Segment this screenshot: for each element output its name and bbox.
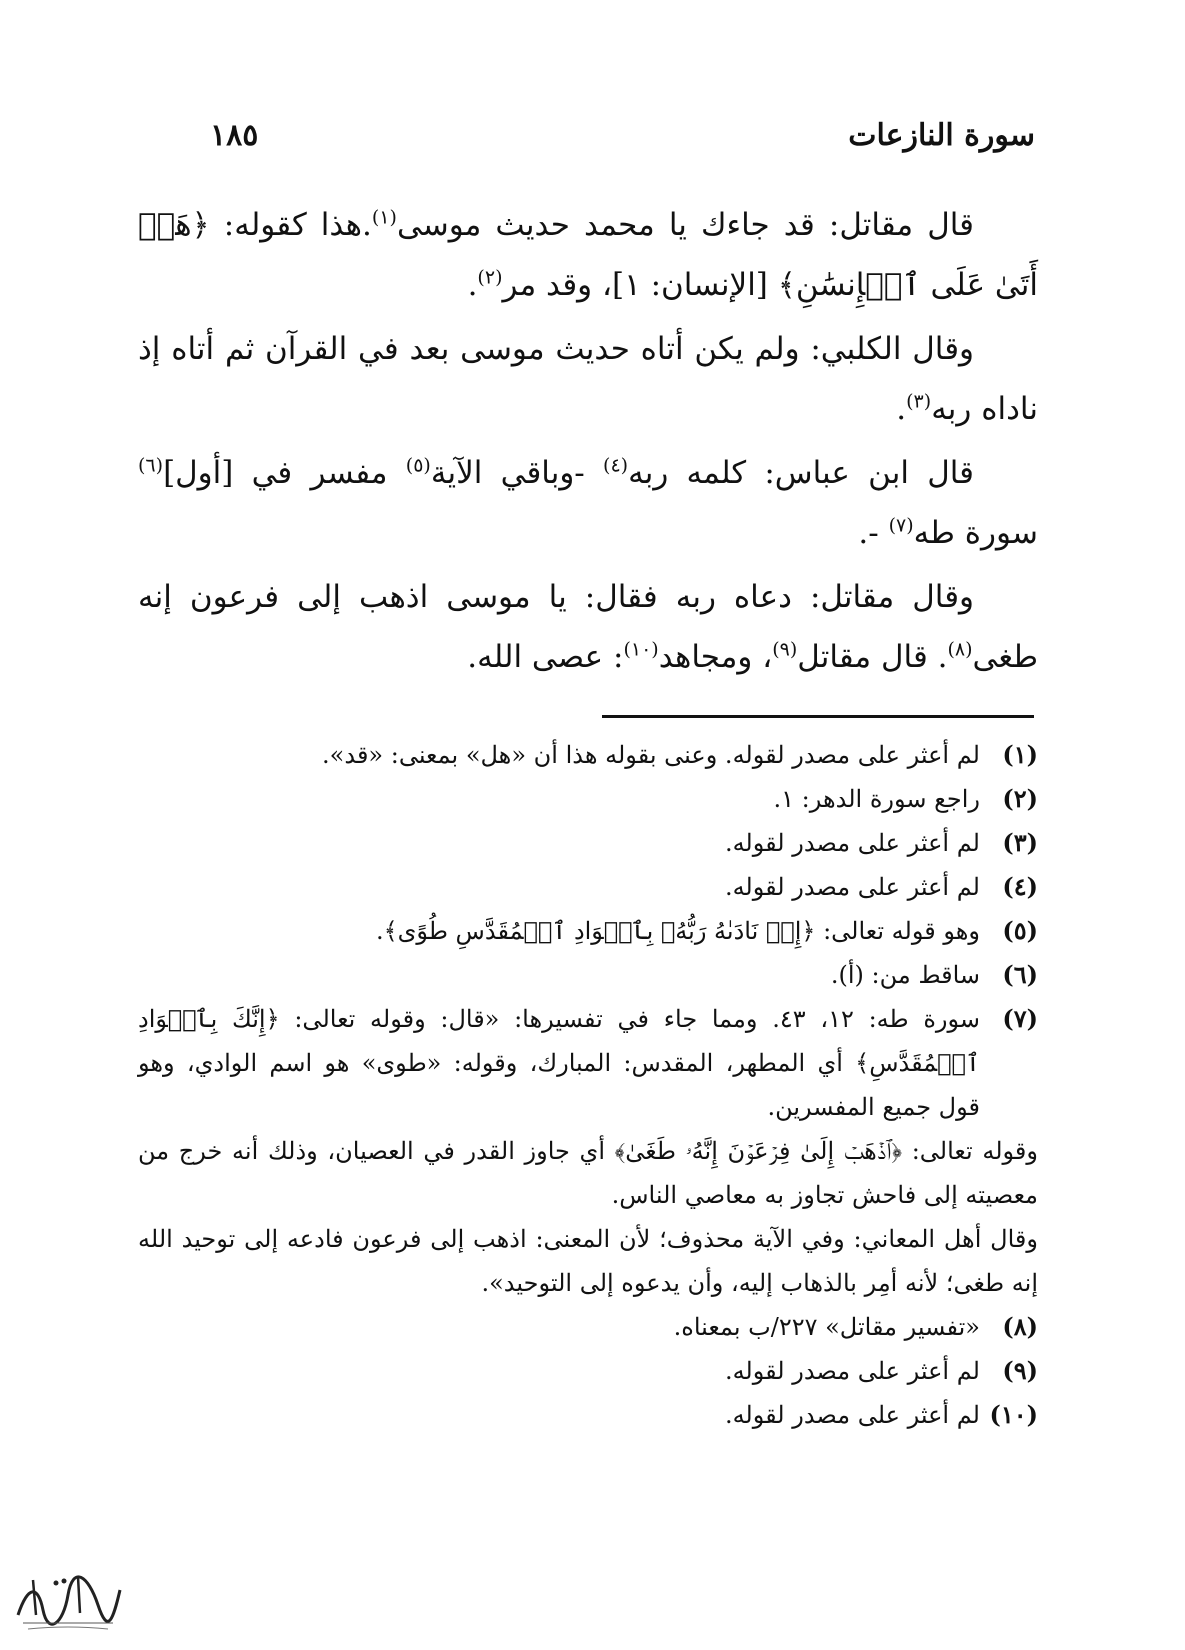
text-segment: : عصى الله. <box>467 639 624 675</box>
text-segment: . قال مقاتل <box>797 639 948 675</box>
text-segment: وقال الكلبي: ولم يكن أتاه حديث موسى بعد في القرآن ثم أتاه إذ ناداه ربه <box>138 331 1038 427</box>
footnote-ref: (٧) <box>888 514 914 537</box>
text-segment: سورة طه <box>913 515 1038 551</box>
footnote-separator <box>602 715 1034 718</box>
footnote-ref: (١) <box>371 206 397 229</box>
footnote <box>138 865 1038 909</box>
footnote-text: ساقط من: (أ). <box>830 961 980 989</box>
footnote-number: (٣) <box>1002 828 1038 857</box>
footnote-text: لم أعثر على مصدر لقوله. <box>724 829 980 857</box>
page-number: ١٨٥ <box>210 118 259 153</box>
footnote <box>138 1393 1038 1437</box>
text-segment: وقال مقاتل: دعاه ربه فقال: يا موسى اذهب إلى فرعون إنه طغى <box>138 579 1038 675</box>
footnote <box>138 953 1038 997</box>
footnote-number: (٦) <box>1002 960 1038 989</box>
footnote <box>138 1349 1038 1393</box>
footnote-number: (١) <box>1002 740 1038 769</box>
footnote-ref: (٨) <box>947 638 973 661</box>
footnote <box>138 777 1038 821</box>
footnote-ref: (٩) <box>772 638 798 661</box>
footnote-ref: (١٠) <box>623 638 659 661</box>
footnote-ref: (٤) <box>603 454 629 477</box>
paragraph-4 <box>138 567 1038 687</box>
footnote-text: لم أعثر على مصدر لقوله. <box>724 873 980 901</box>
footnote-number: (١٠) <box>989 1400 1038 1429</box>
footnotes <box>138 733 1038 1437</box>
text-segment: -. <box>858 515 889 551</box>
footnote-continuation: وقوله تعالى: ﴿ٱذۡهَبۡ إِلَىٰ فِرۡعَوۡنَ إِنَّهُۥ طَغَىٰ﴾ أي جاوز القدر في العصيان، وذلك أنه خرج من معصيته إلى فاحش تجاوز به معاصي الناس. <box>138 1137 1038 1209</box>
footnote <box>138 997 1038 1305</box>
paragraph-3 <box>138 443 1038 563</box>
footnote-number: (٤) <box>1002 872 1038 901</box>
footnote-text: لم أعثر على مصدر لقوله. وعنى بقوله هذا أن «هل» بمعنى: «قد». <box>322 741 980 769</box>
footnote-ref: (٢) <box>477 266 503 289</box>
footnote-number: (٩) <box>1002 1356 1038 1385</box>
calligraphy-logo-icon <box>8 1565 128 1635</box>
text-segment: قال ابن عباس: كلمه ربه <box>628 455 974 491</box>
text-segment: مفسر في [أول] <box>163 455 406 491</box>
footnote-ref: (٥) <box>405 454 431 477</box>
footnote-continuation: وقال أهل المعاني: وفي الآية محذوف؛ لأن المعنى: اذهب إلى فرعون فادعه إلى توحيد الله إنه طغى؛ لأنه أمِر بالذهاب إليه، وأن يدعوه إلى التوحيد». <box>138 1225 1038 1297</box>
footnote-number: (٧) <box>1002 1004 1038 1033</box>
text-segment: ، ومجاهد <box>658 639 773 675</box>
footnote <box>138 909 1038 953</box>
main-text <box>138 195 1038 691</box>
footnote-number: (٢) <box>1002 784 1038 813</box>
page-header <box>200 118 1035 168</box>
footnote <box>138 733 1038 777</box>
text-segment: قال مقاتل: قد جاءك يا محمد حديث موسى <box>396 207 974 243</box>
paragraph-1 <box>138 195 1038 315</box>
text-segment: -وباقي الآية <box>430 455 604 491</box>
footnote-text: وهو قوله تعالى: ﴿إِذۡ نَادَىٰهُ رَبُّهُۥ بِٱلۡوَادِ ٱلۡمُقَدَّسِ طُوًى﴾. <box>375 917 980 945</box>
running-title: سورة النازعات <box>848 118 1035 153</box>
paragraph-2 <box>138 319 1038 439</box>
footnote-number: (٨) <box>1002 1312 1038 1341</box>
footnote-text: «تفسير مقاتل» ٢٢٧/ب بمعناه. <box>673 1313 980 1341</box>
footnote-ref: (٦) <box>138 454 164 477</box>
footnote <box>138 821 1038 865</box>
footnote-text: لم أعثر على مصدر لقوله. <box>724 1401 980 1429</box>
text-segment: .هذا كقوله: ﴿هَلۡ أَتَىٰ عَلَى ٱلۡإِنسَٰنِ﴾ [الإنسان: ١]، وقد مر <box>138 207 1038 303</box>
text-segment: . <box>467 267 478 303</box>
footnote-text: راجع سورة الدهر: ١. <box>773 785 980 813</box>
text-segment: . <box>896 391 907 427</box>
logo-graphic <box>8 1565 128 1635</box>
footnote-number: (٥) <box>1002 916 1038 945</box>
footnote-ref: (٣) <box>906 390 932 413</box>
footnote-text: سورة طه: ١٢، ٤٣. ومما جاء في تفسيرها: «قال: وقوله تعالى: ﴿إِنَّكَ بِٱلۡوَادِ ٱلۡمُقَدَّسِ﴾ أي المطهر، المقدس: المبارك، وقوله: «طوى» هو اسم الوادي، وهو قول جميع المفسرين. <box>138 1005 980 1121</box>
footnote <box>138 1305 1038 1349</box>
footnote-text: لم أعثر على مصدر لقوله. <box>724 1357 980 1385</box>
